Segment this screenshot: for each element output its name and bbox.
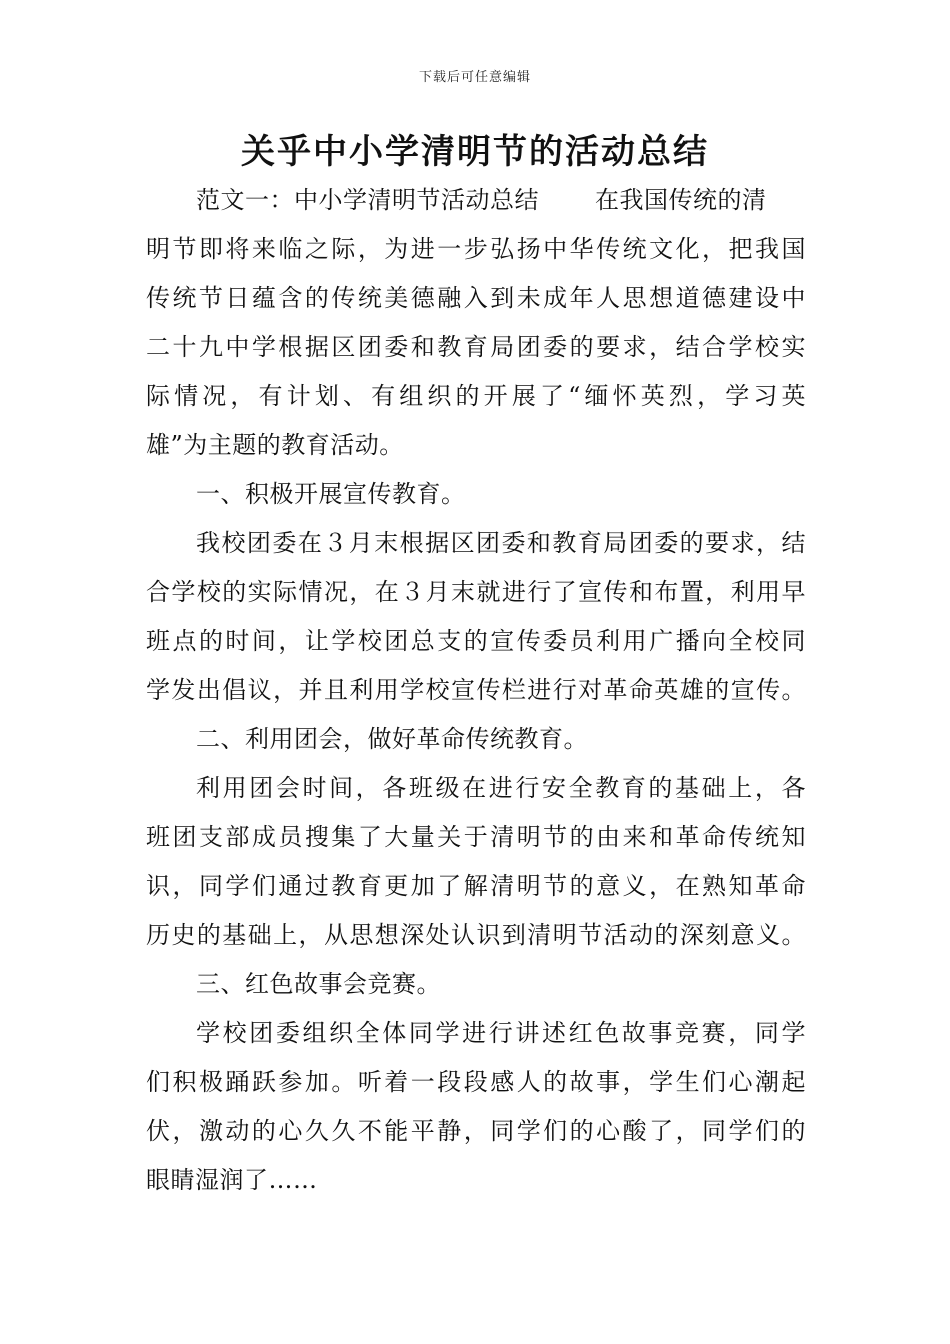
document-title: 关乎中小学清明节的活动总结: [241, 132, 709, 172]
intro-line-5: 际情况，有计划、有组织的开展了“缅怀英烈，学习英: [146, 382, 806, 410]
section1-line-1: 我校团委在３月末根据区团委和教育局团委的要求，结: [196, 529, 806, 557]
intro-line-1: [146, 176, 806, 225]
intro-line-2: 明节即将来临之际，为进一步弘扬中华传统文化，把我国: [146, 235, 806, 263]
intro-line-4: 二十九中学根据区团委和教育局团委的要求，结合学校实: [146, 333, 806, 361]
section3-line-3: 伏，激动的心久久不能平静，同学们的心酸了，同学们的: [146, 1117, 806, 1145]
section1-line-3: 班点的时间，让学校团总支的宣传委员利用广播向全校同: [146, 627, 806, 655]
section1-line-4: 学发出倡议，并且利用学校宣传栏进行对革命英雄的宣传。: [146, 676, 806, 704]
section2-heading: 二、利用团会，做好革命传统教育。: [196, 725, 588, 753]
document-body: [146, 176, 806, 1205]
section1-heading: 一、积极开展宣传教育。: [196, 480, 466, 508]
section2-line-2: 班团支部成员搜集了大量关于清明节的由来和革命传统知: [146, 823, 806, 851]
section2-line-4: 历史的基础上，从思想深处认识到清明节活动的深刻意义。: [146, 921, 806, 949]
intro-line-3: 传统节日蕴含的传统美德融入到未成年人思想道德建设中: [146, 284, 806, 312]
intro-line-6: 雄”为主题的教育活动。: [146, 431, 404, 459]
section3-line-1: 学校团委组织全体同学进行讲述红色故事竞赛，同学: [196, 1019, 806, 1047]
section1-line-2: 合学校的实际情况，在３月末就进行了宣传和布置，利用早: [146, 578, 806, 606]
header-note: 下载后可任意编辑: [418, 70, 531, 85]
section3-line-2: 们积极踊跃参加。听着一段段感人的故事，学生们心潮起: [146, 1068, 806, 1096]
section2-line-1: 利用团会时间，各班级在进行安全教育的基础上，各: [196, 774, 806, 802]
section2-line-3: 识，同学们通过教育更加了解清明节的意义，在熟知革命: [146, 872, 806, 900]
intro-label: 范文一：中小学清明节活动总结: [196, 186, 539, 214]
section3-line-4: 眼睛湿润了……: [146, 1166, 318, 1194]
section3-heading: 三、红色故事会竞赛。: [196, 970, 441, 998]
intro-first-line-rest: 在我国传统的清: [595, 186, 767, 214]
